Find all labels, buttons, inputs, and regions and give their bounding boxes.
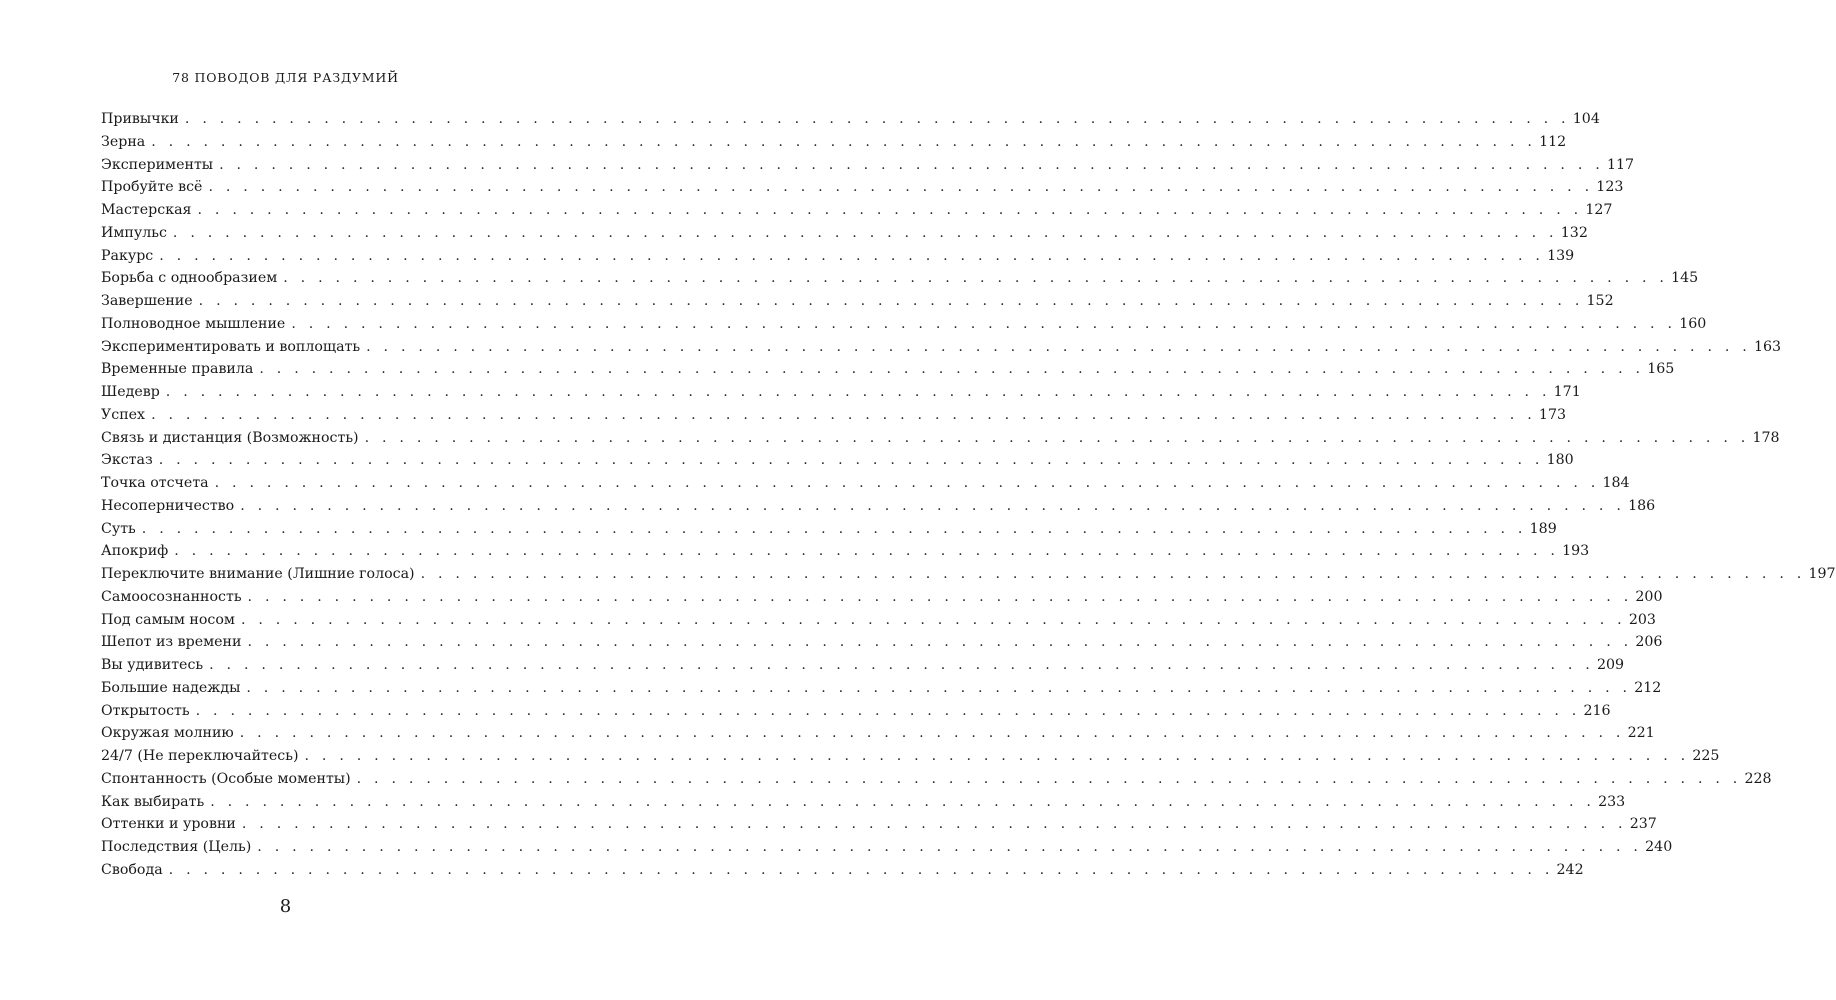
- toc-entry-page: 165: [1647, 361, 1675, 378]
- toc-entry: [101, 725, 1655, 748]
- toc-entry: [101, 315, 1707, 339]
- toc-entry: [101, 247, 1575, 271]
- dot-leader: . . . . . . . . . . . . . . . . . . . . . . . . . . . . . . . . . . . . . . . . . . . . . . . . . . . . . . . . . . . . . . . . . . . . . . . . . . . . . . . .: [246, 679, 1632, 696]
- toc-entry: [101, 839, 1673, 862]
- toc-entry: [101, 611, 1656, 635]
- toc-entry-title: Самоосознанность: [101, 588, 242, 605]
- page-number: 8: [279, 896, 292, 917]
- toc-entry-page: 139: [1547, 247, 1575, 264]
- toc-entry-title: Шепот из времени: [101, 634, 242, 651]
- dot-leader: . . . . . . . . . . . . . . . . . . . . . . . . . . . . . . . . . . . . . . . . . . . . . . . . . . . . . . . . . . . . . . . . . . . . . . . . . . . . . . . .: [214, 475, 1600, 491]
- toc-entry-title: Свобода: [101, 861, 163, 878]
- toc-entry-page: 160: [1679, 315, 1707, 332]
- dot-leader: . . . . . . . . . . . . . . . . . . . . . . . . . . . . . . . . . . . . . . . . . . . . . . . . . . . . . . . . . . . . . . . . . . . . . . . . . . . . . . . .: [239, 725, 1625, 742]
- toc-entry-page: 240: [1645, 839, 1673, 855]
- toc-entry: [101, 497, 1656, 521]
- toc-entry-page: 221: [1627, 725, 1655, 742]
- toc-entry-page: 178: [1752, 429, 1780, 446]
- toc-entry-title: Зерна: [101, 133, 146, 150]
- toc-entry-title: Последствия (Цель): [101, 839, 252, 855]
- toc-entry: [101, 133, 1567, 157]
- toc-entry-page: 228: [1744, 770, 1772, 787]
- toc-entry-title: Полноводное мышление: [101, 315, 286, 332]
- toc-entry-title: Борьба с однообразием: [101, 270, 278, 287]
- toc-entry-title: Завершение: [101, 293, 193, 309]
- toc-entry: [101, 588, 1663, 612]
- toc-entry-title: Связь и дистанция (Возможность): [101, 429, 359, 446]
- toc-entry-title: Апокриф: [101, 543, 169, 560]
- toc-entry-title: Экспериментировать и воплощать: [101, 338, 361, 355]
- dot-leader: . . . . . . . . . . . . . . . . . . . . . . . . . . . . . . . . . . . . . . . . . . . . . . . . . . . . . . . . . . . . . . . . . . . . . . . . . . . . . . . .: [159, 247, 1545, 264]
- toc-entry-title: Шедевр: [101, 384, 160, 400]
- dot-leader: . . . . . . . . . . . . . . . . . . . . . . . . . . . . . . . . . . . . . . . . . . . . . . . . . . . . . . . . . . . . . . . . . . . . . . . . . . . . . . . .: [420, 566, 1806, 582]
- dot-leader: . . . . . . . . . . . . . . . . . . . . . . . . . . . . . . . . . . . . . . . . . . . . . . . . . . . . . . . . . . . . . . . . . . . . . . . . . . . . . . . .: [141, 520, 1527, 537]
- toc-entry-page: 237: [1629, 816, 1657, 833]
- dot-leader: . . . . . . . . . . . . . . . . . . . . . . . . . . . . . . . . . . . . . . . . . . . . . . . . . . . . . . . . . . . . . . . . . . . . . . . . . . . . . . . .: [364, 429, 1750, 446]
- toc-entry-title: Переключите внимание (Лишние голоса): [101, 566, 415, 582]
- toc-entry: [101, 338, 1782, 362]
- toc-entry: [101, 543, 1590, 566]
- toc-entry-page: 233: [1598, 793, 1626, 810]
- toc-entry: [101, 179, 1624, 202]
- toc-entry-page: 209: [1597, 657, 1625, 673]
- toc-entry-title: Привычки: [101, 111, 179, 127]
- dot-leader: . . . . . . . . . . . . . . . . . . . . . . . . . . . . . . . . . . . . . . . . . . . . . . . . . . . . . . . . . . . . . . . . . . . . . . . . . . . . . . . .: [304, 748, 1690, 764]
- toc-entry-title: Успех: [101, 406, 146, 423]
- toc-entry: [101, 452, 1574, 475]
- toc-entry-title: Мастерская: [101, 202, 192, 218]
- dot-leader: . . . . . . . . . . . . . . . . . . . . . . . . . . . . . . . . . . . . . . . . . . . . . . . . . . . . . . . . . . . . . . . . . . . . . . . . . . . . . . . .: [240, 497, 1626, 514]
- toc-entry-page: 242: [1556, 861, 1584, 878]
- toc-entry: [101, 202, 1613, 225]
- toc-entry: [101, 566, 1836, 589]
- toc-entry: [101, 634, 1663, 657]
- dot-leader: . . . . . . . . . . . . . . . . . . . . . . . . . . . . . . . . . . . . . . . . . . . . . . . . . . . . . . . . . . . . . . . . . . . . . . . . . . . . . . . .: [208, 179, 1594, 196]
- toc-entry-title: Открытость: [101, 702, 190, 719]
- dot-leader: . . . . . . . . . . . . . . . . . . . . . . . . . . . . . . . . . . . . . . . . . . . . . . . . . . . . . . . . . . . . . . . . . . . . . . . . . . . . . . . .: [283, 270, 1669, 287]
- dot-leader: . . . . . . . . . . . . . . . . . . . . . . . . . . . . . . . . . . . . . . . . . . . . . . . . . . . . . . . . . . . . . . . . . . . . . . . . . . . . . . . .: [165, 384, 1551, 400]
- toc-entry-page: 200: [1635, 588, 1663, 605]
- toc-entry-title: 24/7 (Не переключайтесь): [101, 748, 299, 764]
- toc-entry-page: 112: [1539, 133, 1567, 150]
- dot-leader: . . . . . . . . . . . . . . . . . . . . . . . . . . . . . . . . . . . . . . . . . . . . . . . . . . . . . . . . . . . . . . . . . . . . . . . . . . . . . . . .: [247, 634, 1633, 651]
- toc-entry-title: Под самым носом: [101, 611, 235, 628]
- toc-entry-title: Вы удивитесь: [101, 657, 204, 673]
- dot-leader: . . . . . . . . . . . . . . . . . . . . . . . . . . . . . . . . . . . . . . . . . . . . . . . . . . . . . . . . . . . . . . . . . . . . . . . . . . . . . . . .: [158, 452, 1544, 469]
- toc-entry: [101, 156, 1635, 180]
- toc-entry-page: 193: [1562, 543, 1590, 560]
- toc-entry: [101, 748, 1720, 771]
- table-of-contents: [101, 111, 1836, 885]
- toc-entry-page: 132: [1560, 224, 1588, 241]
- toc-entry-title: Окружая молнию: [101, 725, 234, 742]
- dot-leader: . . . . . . . . . . . . . . . . . . . . . . . . . . . . . . . . . . . . . . . . . . . . . . . . . . . . . . . . . . . . . . . . . . . . . . . . . . . . . . . .: [151, 133, 1537, 150]
- toc-entry-page: 197: [1808, 566, 1836, 582]
- dot-leader: . . . . . . . . . . . . . . . . . . . . . . . . . . . . . . . . . . . . . . . . . . . . . . . . . . . . . . . . . . . . . . . . . . . . . . . . . . . . . . . .: [366, 338, 1751, 355]
- toc-entry-title: Как выбирать: [101, 793, 205, 810]
- toc-entry-page: 186: [1628, 497, 1656, 514]
- toc-entry: [101, 793, 1626, 817]
- toc-entry-page: 145: [1671, 270, 1699, 287]
- dot-leader: . . . . . . . . . . . . . . . . . . . . . . . . . . . . . . . . . . . . . . . . . . . . . . . . . . . . . . . . . . . . . . . . . . . . . . . . . . . . . . . .: [197, 202, 1583, 218]
- dot-leader: . . . . . . . . . . . . . . . . . . . . . . . . . . . . . . . . . . . . . . . . . . . . . . . . . . . . . . . . . . . . . . . . . . . . . . . . . . . . . . . .: [172, 224, 1558, 241]
- toc-entry: [101, 224, 1588, 248]
- toc-entry: [101, 816, 1657, 839]
- dot-leader: . . . . . . . . . . . . . . . . . . . . . . . . . . . . . . . . . . . . . . . . . . . . . . . . . . . . . . . . . . . . . . . . . . . . . . . . . . . . . . . .: [210, 793, 1596, 810]
- toc-entry: [101, 293, 1614, 316]
- toc-entry-page: 163: [1754, 338, 1782, 355]
- toc-entry-title: Эксперименты: [101, 156, 214, 173]
- toc-entry: [101, 270, 1699, 293]
- dot-leader: . . . . . . . . . . . . . . . . . . . . . . . . . . . . . . . . . . . . . . . . . . . . . . . . . . . . . . . . . . . . . . . . . . . . . . . . . . . . . . . .: [195, 702, 1581, 719]
- dot-leader: . . . . . . . . . . . . . . . . . . . . . . . . . . . . . . . . . . . . . . . . . . . . . . . . . . . . . . . . . . . . . . . . . . . . . . . . . . . . . . . .: [356, 770, 1742, 787]
- dot-leader: . . . . . . . . . . . . . . . . . . . . . . . . . . . . . . . . . . . . . . . . . . . . . . . . . . . . . . . . . . . . . . . . . . . . . . . . . . . . . . . .: [219, 156, 1604, 173]
- toc-entry-page: 225: [1692, 748, 1720, 764]
- toc-entry-page: 171: [1553, 384, 1581, 400]
- toc-entry: [101, 475, 1630, 498]
- dot-leader: . . . . . . . . . . . . . . . . . . . . . . . . . . . . . . . . . . . . . . . . . . . . . . . . . . . . . . . . . . . . . . . . . . . . . . . . . . . . . . . .: [291, 315, 1677, 332]
- running-head: 78 ПОВОДОВ ДЛЯ РАЗДУМИЙ: [172, 70, 399, 85]
- dot-leader: . . . . . . . . . . . . . . . . . . . . . . . . . . . . . . . . . . . . . . . . . . . . . . . . . . . . . . . . . . . . . . . . . . . . . . . . . . . . . . . .: [257, 839, 1643, 855]
- dot-leader: . . . . . . . . . . . . . . . . . . . . . . . . . . . . . . . . . . . . . . . . . . . . . . . . . . . . . . . . . . . . . . . . . . . . . . . . . . . . . . . .: [247, 588, 1633, 605]
- toc-entry-title: Оттенки и уровни: [101, 816, 236, 833]
- dot-leader: . . . . . . . . . . . . . . . . . . . . . . . . . . . . . . . . . . . . . . . . . . . . . . . . . . . . . . . . . . . . . . . . . . . . . . . . . . . . . . . .: [184, 111, 1570, 127]
- dot-leader: . . . . . . . . . . . . . . . . . . . . . . . . . . . . . . . . . . . . . . . . . . . . . . . . . . . . . . . . . . . . . . . . . . . . . . . . . . . . . . . .: [209, 657, 1594, 673]
- toc-entry: [101, 429, 1780, 453]
- toc-entry-page: 173: [1538, 406, 1567, 423]
- toc-entry: [101, 679, 1662, 703]
- toc-entry-title: Несоперничество: [101, 497, 235, 514]
- dot-leader: . . . . . . . . . . . . . . . . . . . . . . . . . . . . . . . . . . . . . . . . . . . . . . . . . . . . . . . . . . . . . . . . . . . . . . . . . . . . . . . .: [198, 293, 1584, 309]
- toc-entry: [101, 520, 1557, 544]
- toc-entry: [101, 111, 1600, 134]
- toc-entry-page: 189: [1529, 520, 1557, 537]
- toc-entry-page: 203: [1628, 611, 1656, 628]
- toc-entry: [101, 361, 1675, 384]
- toc-entry-title: Спонтанность (Особые моменты): [101, 770, 351, 787]
- toc-entry: [101, 406, 1567, 430]
- toc-entry-title: Временные правила: [101, 361, 254, 378]
- toc-entry-page: 212: [1634, 679, 1662, 696]
- toc-entry-page: 123: [1596, 179, 1624, 196]
- toc-entry: [101, 770, 1772, 794]
- dot-leader: . . . . . . . . . . . . . . . . . . . . . . . . . . . . . . . . . . . . . . . . . . . . . . . . . . . . . . . . . . . . . . . . . . . . . . . . . . . . . . . .: [259, 361, 1645, 378]
- toc-entry-page: 184: [1602, 475, 1630, 491]
- toc-entry-title: Точка отсчета: [101, 475, 209, 491]
- toc-entry-page: 216: [1583, 702, 1611, 719]
- toc-entry-page: 206: [1635, 634, 1663, 651]
- toc-entry-page: 127: [1585, 202, 1613, 218]
- toc-entry: [101, 702, 1611, 726]
- dot-leader: . . . . . . . . . . . . . . . . . . . . . . . . . . . . . . . . . . . . . . . . . . . . . . . . . . . . . . . . . . . . . . . . . . . . . . . . . . . . . . . .: [240, 611, 1626, 628]
- toc-entry: [101, 861, 1584, 885]
- dot-leader: . . . . . . . . . . . . . . . . . . . . . . . . . . . . . . . . . . . . . . . . . . . . . . . . . . . . . . . . . . . . . . . . . . . . . . . . . . . . . . . .: [241, 816, 1627, 833]
- toc-entry: [101, 657, 1625, 680]
- toc-entry-page: 117: [1606, 156, 1635, 173]
- toc-entry-title: Ракурс: [101, 247, 154, 264]
- dot-leader: . . . . . . . . . . . . . . . . . . . . . . . . . . . . . . . . . . . . . . . . . . . . . . . . . . . . . . . . . . . . . . . . . . . . . . . . . . . . . . . .: [151, 406, 1536, 423]
- toc-entry-title: Пробуйте всё: [101, 179, 203, 196]
- toc-entry: [101, 384, 1581, 407]
- dot-leader: . . . . . . . . . . . . . . . . . . . . . . . . . . . . . . . . . . . . . . . . . . . . . . . . . . . . . . . . . . . . . . . . . . . . . . . . . . . . . . . .: [168, 861, 1554, 878]
- dot-leader: . . . . . . . . . . . . . . . . . . . . . . . . . . . . . . . . . . . . . . . . . . . . . . . . . . . . . . . . . . . . . . . . . . . . . . . . . . . . . . . .: [174, 543, 1560, 560]
- toc-entry-title: Экстаз: [101, 452, 153, 469]
- toc-entry-title: Большие надежды: [101, 679, 241, 696]
- toc-entry-title: Суть: [101, 520, 136, 537]
- toc-entry-page: 152: [1586, 293, 1614, 309]
- toc-entry-title: Импульс: [101, 224, 167, 241]
- toc-entry-page: 180: [1546, 452, 1574, 469]
- toc-entry-page: 104: [1572, 111, 1600, 127]
